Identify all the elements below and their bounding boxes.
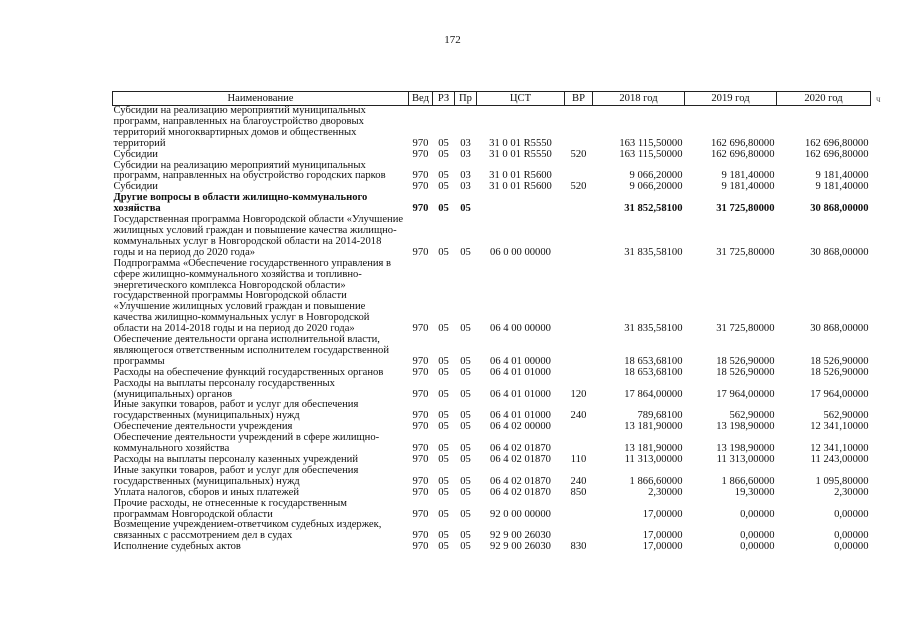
row-rz: 05 bbox=[438, 530, 449, 542]
row-value-2020: 30 868,00000 bbox=[810, 246, 869, 258]
table-row bbox=[113, 161, 871, 183]
table-row bbox=[113, 193, 871, 215]
header-rz: РЗ bbox=[433, 92, 455, 106]
header-2018: 2018 год bbox=[593, 92, 685, 106]
row-pr: 05 bbox=[460, 530, 471, 542]
row-pr: 05 bbox=[460, 355, 471, 367]
row-pr: 03 bbox=[460, 181, 471, 193]
row-value-2019: 31 725,80000 bbox=[716, 203, 775, 215]
row-rz: 05 bbox=[438, 475, 449, 487]
table-row bbox=[113, 379, 871, 401]
row-ved: 970 bbox=[412, 246, 429, 258]
row-name: Субсидии bbox=[113, 181, 158, 193]
row-name: Обеспечение деятельности учреждений в сфере жилищно-коммунального хозяйства bbox=[113, 432, 380, 455]
row-value-2020: 162 696,80000 bbox=[804, 148, 869, 160]
row-vr bbox=[565, 520, 593, 542]
row-value-2020: 562,90000 bbox=[823, 410, 869, 422]
row-ved: 970 bbox=[412, 454, 429, 465]
row-value-2019: 17 964,00000 bbox=[716, 388, 775, 400]
row-name: Государственная программа Новгородской области «Улучшение жилищных условий граждан и повышение качества жилищно-коммунальных услуг в Новгородской области на 2014-2018 годы и на период до 2020 года» bbox=[113, 214, 404, 258]
row-ved: 970 bbox=[412, 388, 429, 400]
row-value-2018: 13 181,90000 bbox=[624, 421, 683, 433]
table-row bbox=[113, 259, 871, 335]
row-value-2018: 18 653,68100 bbox=[624, 366, 683, 378]
table-body bbox=[113, 106, 871, 554]
row-ved: 970 bbox=[412, 541, 429, 553]
row-rz: 05 bbox=[438, 443, 449, 455]
row-pr: 05 bbox=[460, 388, 471, 400]
row-rz: 05 bbox=[438, 486, 449, 498]
row-value-2019: 562,90000 bbox=[729, 410, 775, 422]
row-value-2020: 1 095,80000 bbox=[815, 475, 869, 487]
row-ved: 970 bbox=[412, 486, 429, 498]
row-pr: 05 bbox=[460, 410, 471, 422]
header-name: Наименование bbox=[113, 92, 409, 106]
row-cst: 06 4 02 01870 bbox=[490, 454, 551, 465]
row-value-2018: 163 115,50000 bbox=[619, 137, 683, 149]
row-value-2018: 9 066,20000 bbox=[629, 170, 683, 182]
row-pr: 05 bbox=[460, 541, 471, 553]
table-row bbox=[113, 400, 871, 422]
row-name: Уплата налогов, сборов и иных платежей bbox=[113, 486, 300, 498]
row-ved: 970 bbox=[412, 148, 429, 160]
row-pr: 05 bbox=[460, 475, 471, 487]
header-2020: 2020 год bbox=[777, 92, 871, 106]
row-name: Субсидии на реализацию мероприятий муниципальных программ, направленных на благоустройство дворовых территорий многоквартирных домов и общественных территорий bbox=[113, 105, 366, 149]
row-ved: 970 bbox=[412, 170, 429, 182]
row-cst: 06 4 01 01000 bbox=[490, 366, 551, 378]
table-row bbox=[113, 488, 871, 499]
row-cst: 92 0 00 00000 bbox=[490, 508, 551, 520]
table-row bbox=[113, 499, 871, 521]
table-row bbox=[113, 520, 871, 542]
table-header-row bbox=[113, 92, 871, 106]
row-rz: 05 bbox=[438, 137, 449, 149]
table-row bbox=[113, 466, 871, 488]
row-name: Иные закупки товаров, работ и услуг для обеспечения государственных (муниципальных) нужд bbox=[113, 399, 359, 422]
row-value-2020: 162 696,80000 bbox=[804, 137, 869, 149]
row-vr bbox=[565, 259, 593, 335]
row-name: Расходы на выплаты персоналу государственных (муниципальных) органов bbox=[113, 377, 335, 400]
row-value-2018: 17,00000 bbox=[642, 541, 683, 553]
row-pr: 05 bbox=[460, 486, 471, 498]
row-vr bbox=[565, 215, 593, 259]
row-cst: 06 4 02 01870 bbox=[490, 443, 551, 455]
row-cst: 92 9 00 26030 bbox=[490, 530, 551, 542]
row-name: Расходы на обеспечение функций государственных органов bbox=[113, 366, 384, 378]
row-value-2020: 0,00000 bbox=[834, 508, 869, 520]
row-value-2020: 0,00000 bbox=[834, 541, 869, 553]
row-cst: 06 4 00 00000 bbox=[490, 323, 551, 335]
row-cst: 06 4 01 01000 bbox=[490, 388, 551, 400]
row-value-2019: 9 181,40000 bbox=[721, 170, 775, 182]
row-value-2020: 11 243,00000 bbox=[810, 454, 869, 465]
row-name: Расходы на выплаты персоналу казенных учреждений bbox=[113, 454, 358, 465]
row-name: Прочие расходы, не отнесенные к государственным программам Новгородской области bbox=[113, 497, 348, 520]
row-pr: 05 bbox=[460, 443, 471, 455]
row-value-2018: 2,30000 bbox=[648, 486, 683, 498]
row-name: Субсидии на реализацию мероприятий муниципальных программ, направленных на обустройство городских парков bbox=[113, 159, 386, 182]
row-value-2019: 162 696,80000 bbox=[710, 137, 775, 149]
row-pr: 05 bbox=[460, 323, 471, 335]
row-value-2019: 0,00000 bbox=[740, 530, 775, 542]
row-name: Иные закупки товаров, работ и услуг для обеспечения государственных (муниципальных) нужд bbox=[113, 464, 359, 487]
row-value-2018: 31 835,58100 bbox=[624, 246, 683, 258]
header-cst: ЦСТ bbox=[477, 92, 565, 106]
row-value-2018: 18 653,68100 bbox=[624, 355, 683, 367]
row-name: Исполнение судебных актов bbox=[113, 541, 241, 553]
row-rz: 05 bbox=[438, 388, 449, 400]
row-value-2019: 31 725,80000 bbox=[716, 323, 775, 335]
row-vr bbox=[565, 193, 593, 215]
row-value-2020: 9 181,40000 bbox=[815, 181, 869, 193]
row-pr: 03 bbox=[460, 170, 471, 182]
row-cst bbox=[477, 193, 565, 215]
row-value-2018: 17 864,00000 bbox=[624, 388, 683, 400]
row-ved: 970 bbox=[412, 443, 429, 455]
row-value-2019: 13 198,90000 bbox=[716, 421, 775, 433]
row-ved: 970 bbox=[412, 366, 429, 378]
header-ved: Вед bbox=[409, 92, 433, 106]
row-ved: 970 bbox=[412, 181, 429, 193]
row-vr bbox=[565, 368, 593, 379]
row-value-2019: 18 526,90000 bbox=[716, 355, 775, 367]
row-rz: 05 bbox=[438, 323, 449, 335]
row-value-2019: 11 313,00000 bbox=[716, 454, 775, 465]
row-value-2020: 9 181,40000 bbox=[815, 170, 869, 182]
row-value-2018: 17,00000 bbox=[642, 530, 683, 542]
row-rz: 05 bbox=[438, 366, 449, 378]
row-ved: 970 bbox=[412, 530, 429, 542]
row-rz: 05 bbox=[438, 508, 449, 520]
row-rz: 05 bbox=[438, 170, 449, 182]
row-vr: 240 bbox=[570, 410, 587, 422]
row-value-2018: 31 852,58100 bbox=[624, 203, 683, 215]
row-cst: 31 0 01 R5600 bbox=[489, 181, 552, 193]
row-value-2019: 0,00000 bbox=[740, 508, 775, 520]
row-rz: 05 bbox=[438, 421, 449, 433]
row-cst: 31 0 01 R5600 bbox=[489, 170, 552, 182]
table-row bbox=[113, 335, 871, 368]
table-row bbox=[113, 215, 871, 259]
row-value-2018: 13 181,90000 bbox=[624, 443, 683, 455]
row-value-2020: 30 868,00000 bbox=[810, 323, 869, 335]
row-vr bbox=[565, 499, 593, 521]
row-rz: 05 bbox=[438, 454, 449, 465]
row-rz: 05 bbox=[438, 203, 449, 215]
row-ved: 970 bbox=[412, 421, 429, 433]
row-pr: 05 bbox=[460, 454, 471, 465]
row-rz: 05 bbox=[438, 355, 449, 367]
row-pr: 03 bbox=[460, 148, 471, 160]
row-value-2018: 31 835,58100 bbox=[624, 323, 683, 335]
header-2019: 2019 год bbox=[685, 92, 777, 106]
row-cst: 31 0 01 R5550 bbox=[489, 137, 552, 149]
row-value-2020: 30 868,00000 bbox=[810, 203, 869, 215]
row-ved: 970 bbox=[412, 355, 429, 367]
row-cst: 92 9 00 26030 bbox=[490, 541, 551, 553]
page-number: 172 bbox=[444, 34, 461, 46]
row-value-2020: 18 526,90000 bbox=[810, 366, 869, 378]
row-pr: 05 bbox=[460, 421, 471, 433]
row-value-2019: 31 725,80000 bbox=[716, 246, 775, 258]
row-vr: 850 bbox=[570, 486, 587, 498]
row-name: Подпрограмма «Обеспечение государственного управления в сфере жилищно-коммунального хозяйства и топливно-энергетического комплекса Новгородской области» государственной программы Новгородской области «Улучшение жилищных условий граждан и повышение качества жилищно-коммунальных услуг в Новгородской области на 2014-2018 годы и на период до 2020 года» bbox=[113, 257, 392, 335]
table-row bbox=[113, 433, 871, 455]
row-value-2019: 18 526,90000 bbox=[716, 366, 775, 378]
row-vr bbox=[565, 106, 593, 150]
row-ved: 970 bbox=[412, 475, 429, 487]
table-row bbox=[113, 150, 871, 161]
row-cst: 31 0 01 R5550 bbox=[489, 148, 552, 160]
row-value-2019: 162 696,80000 bbox=[710, 148, 775, 160]
row-value-2020: 18 526,90000 bbox=[810, 355, 869, 367]
row-rz: 05 bbox=[438, 410, 449, 422]
row-vr bbox=[565, 161, 593, 183]
row-rz: 05 bbox=[438, 541, 449, 553]
row-name: Возмещение учреждением-ответчиком судебных издержек, связанных с рассмотрением дел в судах bbox=[113, 519, 382, 542]
row-value-2018: 789,68100 bbox=[637, 410, 683, 422]
row-cst: 06 4 02 01870 bbox=[490, 486, 551, 498]
row-vr: 110 bbox=[570, 454, 587, 465]
row-rz: 05 bbox=[438, 181, 449, 193]
row-cst: 06 4 02 01870 bbox=[490, 475, 551, 487]
row-ved: 970 bbox=[412, 323, 429, 335]
header-pr: Пр bbox=[455, 92, 477, 106]
row-value-2018: 11 313,00000 bbox=[624, 454, 683, 465]
row-value-2018: 163 115,50000 bbox=[619, 148, 683, 160]
row-rz: 05 bbox=[438, 246, 449, 258]
row-vr: 520 bbox=[570, 181, 587, 193]
header-vr: ВР bbox=[565, 92, 593, 106]
row-value-2019: 0,00000 bbox=[740, 541, 775, 553]
row-ved: 970 bbox=[412, 137, 429, 149]
row-value-2018: 17,00000 bbox=[642, 508, 683, 520]
row-vr: 120 bbox=[570, 388, 587, 400]
row-ved: 970 bbox=[412, 410, 429, 422]
row-name: Обеспечение деятельности органа исполнительной власти, являющегося ответственным исполнителем государственной программы bbox=[113, 334, 389, 367]
row-vr: 520 bbox=[570, 148, 587, 160]
row-ved: 970 bbox=[412, 203, 429, 215]
row-name: Обеспечение деятельности учреждения bbox=[113, 421, 293, 433]
table-row bbox=[113, 542, 871, 553]
row-cst: 06 0 00 00000 bbox=[490, 246, 551, 258]
row-vr: 240 bbox=[570, 475, 587, 487]
row-value-2019: 13 198,90000 bbox=[716, 443, 775, 455]
margin-mark: ч bbox=[876, 94, 881, 104]
row-pr: 05 bbox=[460, 508, 471, 520]
row-pr: 05 bbox=[460, 246, 471, 258]
budget-table bbox=[112, 91, 871, 553]
row-value-2018: 1 866,60000 bbox=[629, 475, 683, 487]
row-cst: 06 4 01 01000 bbox=[490, 410, 551, 422]
row-ved: 970 bbox=[412, 508, 429, 520]
row-vr bbox=[565, 335, 593, 368]
row-pr: 05 bbox=[460, 366, 471, 378]
row-value-2020: 12 341,10000 bbox=[810, 443, 869, 455]
row-pr: 05 bbox=[460, 203, 471, 215]
row-value-2020: 2,30000 bbox=[834, 486, 869, 498]
row-value-2020: 17 964,00000 bbox=[810, 388, 869, 400]
row-value-2020: 12 341,10000 bbox=[810, 421, 869, 433]
row-value-2020: 0,00000 bbox=[834, 530, 869, 542]
row-value-2018: 9 066,20000 bbox=[629, 181, 683, 193]
table-row bbox=[113, 106, 871, 150]
row-name: Субсидии bbox=[113, 148, 158, 160]
row-value-2019: 9 181,40000 bbox=[721, 181, 775, 193]
row-vr: 830 bbox=[570, 541, 587, 553]
row-cst: 06 4 02 00000 bbox=[490, 421, 551, 433]
row-value-2019: 1 866,60000 bbox=[721, 475, 775, 487]
row-vr bbox=[565, 433, 593, 455]
row-value-2019: 19,30000 bbox=[734, 486, 775, 498]
row-cst: 06 4 01 00000 bbox=[490, 355, 551, 367]
row-pr: 03 bbox=[460, 137, 471, 149]
row-vr bbox=[565, 422, 593, 433]
row-name: Другие вопросы в области жилищно-коммунального хозяйства bbox=[113, 192, 368, 215]
row-rz: 05 bbox=[438, 148, 449, 160]
